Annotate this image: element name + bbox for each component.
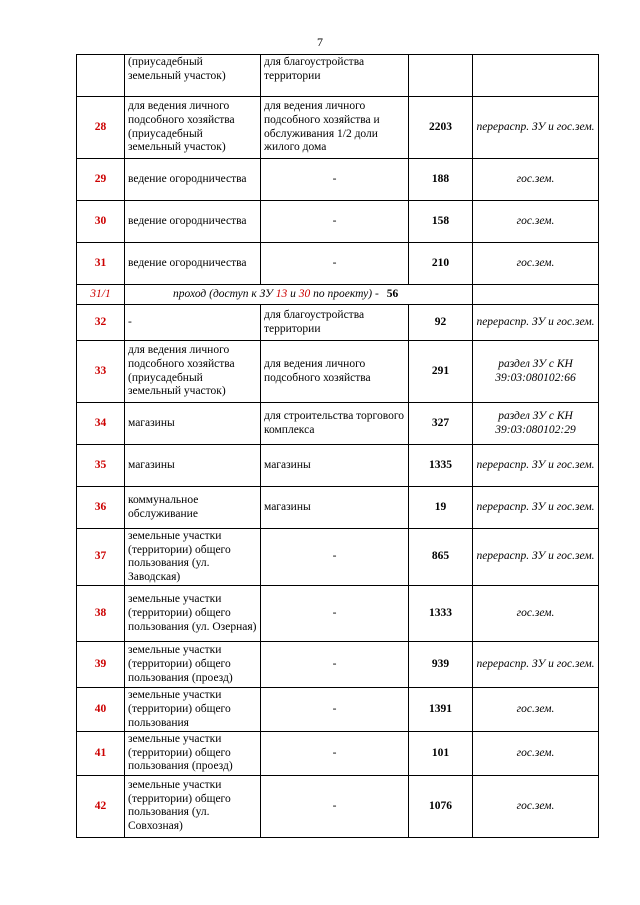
table-row-continuation: [77, 55, 599, 97]
purpose-cell: магазины: [261, 487, 409, 529]
table-row: [77, 97, 599, 159]
row-number-cell: 36: [77, 487, 125, 529]
passage-text-part: 13: [275, 287, 288, 300]
note-cell: гос.зем.: [473, 775, 599, 837]
area-cell: 2203: [409, 97, 473, 159]
purpose-cell: -: [261, 529, 409, 586]
area-cell: [409, 55, 473, 97]
note-cell: перераспр. ЗУ и гос.зем.: [473, 642, 599, 688]
table-row: [77, 775, 599, 837]
purpose-cell: -: [261, 642, 409, 688]
purpose-cell: для строительства торгового комплекса: [261, 403, 409, 445]
note-cell: гос.зем.: [473, 201, 599, 243]
land-plots-table: [76, 54, 599, 838]
area-cell: 939: [409, 642, 473, 688]
use-cell: земельные участки (территории) общего пользования (проезд): [125, 642, 261, 688]
passage-text-part: и: [287, 287, 299, 300]
note-cell: гос.зем.: [473, 688, 599, 732]
row-number-cell: 34: [77, 403, 125, 445]
table-row: [77, 642, 599, 688]
note-cell: гос.зем.: [473, 159, 599, 201]
page-number: 7: [317, 35, 323, 49]
purpose-cell: -: [261, 201, 409, 243]
note-cell: перераспр. ЗУ и гос.зем.: [473, 487, 599, 529]
use-cell: земельные участки (территории) общего пользования (ул. Совхозная): [125, 775, 261, 837]
use-cell: магазины: [125, 445, 261, 487]
area-cell: 1076: [409, 775, 473, 837]
note-cell: гос.зем.: [473, 732, 599, 776]
purpose-cell: для ведения личного подсобного хозяйства: [261, 341, 409, 403]
use-cell: земельные участки (территории) общего пользования (проезд): [125, 732, 261, 776]
area-cell: 291: [409, 341, 473, 403]
row-number-cell: 40: [77, 688, 125, 732]
row-number-cell: 41: [77, 732, 125, 776]
row-number-cell: 30: [77, 201, 125, 243]
note-cell: раздел ЗУ с КН 39:03:080102:66: [473, 341, 599, 403]
passage-text-part: по проекту) -: [310, 287, 379, 300]
table-row: [77, 243, 599, 285]
table-row: [77, 529, 599, 586]
row-number-cell: 28: [77, 97, 125, 159]
area-cell: 327: [409, 403, 473, 445]
row-number-cell: 38: [77, 586, 125, 642]
row-number-cell: 37: [77, 529, 125, 586]
area-cell: 1333: [409, 586, 473, 642]
table-row: [77, 487, 599, 529]
area-cell: 865: [409, 529, 473, 586]
table-row: [77, 159, 599, 201]
area-cell: 19: [409, 487, 473, 529]
row-number-cell: 35: [77, 445, 125, 487]
use-cell: -: [125, 305, 261, 341]
area-cell: 188: [409, 159, 473, 201]
area-cell: 1335: [409, 445, 473, 487]
use-cell: для ведения личного подсобного хозяйства (приусадебный земельный участок): [125, 97, 261, 159]
row-number-cell: 33: [77, 341, 125, 403]
note-cell: раздел ЗУ с КН 39:03:080102:29: [473, 403, 599, 445]
purpose-cell: для ведения личного подсобного хозяйства и обслуживания 1/2 доли жилого дома: [261, 97, 409, 159]
note-cell: [473, 55, 599, 97]
purpose-cell: магазины: [261, 445, 409, 487]
use-cell: магазины: [125, 403, 261, 445]
table-row-passage: [77, 285, 599, 305]
table-row: [77, 201, 599, 243]
row-number-cell: 42: [77, 775, 125, 837]
note-cell: перераспр. ЗУ и гос.зем.: [473, 529, 599, 586]
row-number-cell: 31: [77, 243, 125, 285]
use-cell: ведение огородничества: [125, 243, 261, 285]
row-number-cell: [77, 55, 125, 97]
purpose-cell: для благоустройства территории: [261, 305, 409, 341]
row-number-cell: 31/1: [77, 285, 125, 305]
note-cell: гос.зем.: [473, 243, 599, 285]
table-row: [77, 688, 599, 732]
table-row: [77, 341, 599, 403]
purpose-cell: -: [261, 243, 409, 285]
table-row: [77, 732, 599, 776]
use-cell: земельные участки (территории) общего пользования (ул. Озерная): [125, 586, 261, 642]
area-cell: 1391: [409, 688, 473, 732]
row-number-cell: 39: [77, 642, 125, 688]
passage-area: 56: [386, 287, 399, 300]
note-cell: перераспр. ЗУ и гос.зем.: [473, 445, 599, 487]
passage-text-part: 30: [298, 287, 311, 300]
purpose-cell: для благоустройства территории: [261, 55, 409, 97]
row-number-cell: 32: [77, 305, 125, 341]
use-cell: для ведения личного подсобного хозяйства (приусадебный земельный участок): [125, 341, 261, 403]
area-cell: 158: [409, 201, 473, 243]
purpose-cell: -: [261, 688, 409, 732]
note-cell: перераспр. ЗУ и гос.зем.: [473, 97, 599, 159]
passage-description-cell: [125, 285, 473, 305]
use-cell: коммунальное обслуживание: [125, 487, 261, 529]
note-cell: перераспр. ЗУ и гос.зем.: [473, 305, 599, 341]
use-cell: земельные участки (территории) общего пользования: [125, 688, 261, 732]
use-cell: земельные участки (территории) общего пользования (ул. Заводская): [125, 529, 261, 586]
area-cell: 92: [409, 305, 473, 341]
use-cell: ведение огородничества: [125, 159, 261, 201]
purpose-cell: -: [261, 586, 409, 642]
table-row: [77, 445, 599, 487]
table-row: [77, 403, 599, 445]
table-row: [77, 305, 599, 341]
passage-text-part: проход (доступ к ЗУ: [173, 287, 276, 300]
purpose-cell: -: [261, 732, 409, 776]
purpose-cell: -: [261, 775, 409, 837]
row-number-cell: 29: [77, 159, 125, 201]
area-cell: 210: [409, 243, 473, 285]
area-cell: 101: [409, 732, 473, 776]
use-cell: (приусадебный земельный участок): [125, 55, 261, 97]
table-row: [77, 586, 599, 642]
note-cell: [473, 285, 599, 305]
purpose-cell: -: [261, 159, 409, 201]
use-cell: ведение огородничества: [125, 201, 261, 243]
note-cell: гос.зем.: [473, 586, 599, 642]
